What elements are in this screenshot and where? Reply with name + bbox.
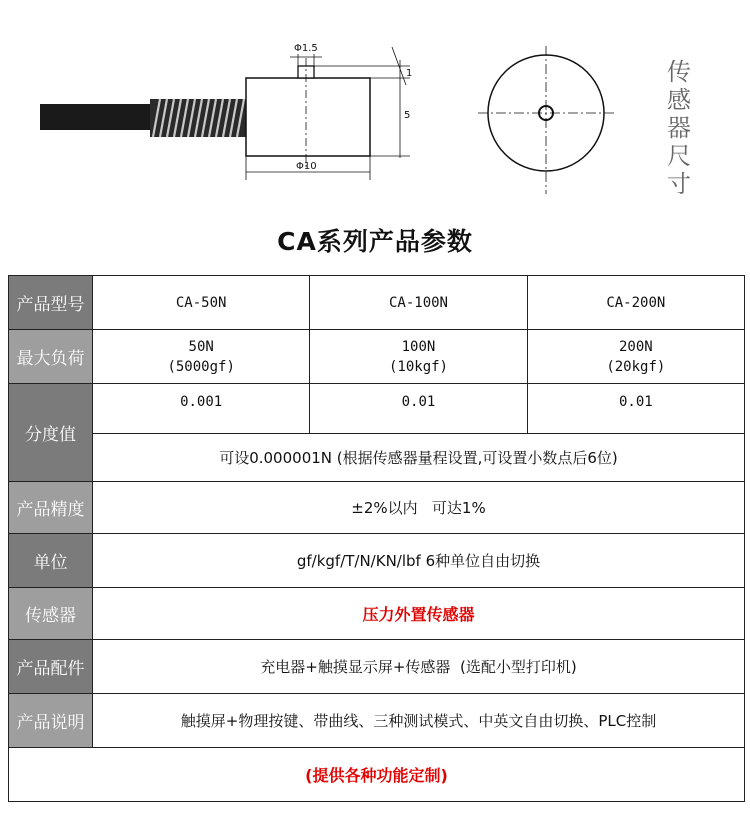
table-row [9, 384, 745, 434]
dim-height-label: 5 [404, 110, 411, 121]
model-cell: CA-50N [93, 276, 310, 330]
table-row [9, 330, 745, 384]
row-label-maxload: 最大负荷 [9, 330, 93, 384]
table-row [9, 482, 745, 534]
table-row [9, 694, 745, 748]
thread [150, 99, 246, 137]
description-cell: 触摸屏+物理按键、带曲线、三种测试模式、中英文自由切换、PLC控制 [93, 694, 745, 748]
maxload-g: (20kgf) [606, 358, 666, 375]
resolution-cell: 0.01 [310, 384, 527, 434]
table-row [9, 748, 745, 802]
maxload-cell [93, 330, 310, 384]
row-label-model: 产品型号 [9, 276, 93, 330]
maxload-cell [310, 330, 527, 384]
table-row [9, 640, 745, 694]
row-label-unit: 单位 [9, 534, 93, 588]
resolution-cell: 0.001 [93, 384, 310, 434]
maxload-cell [527, 330, 744, 384]
row-label-accessories: 产品配件 [9, 640, 93, 694]
row-label-accuracy: 产品精度 [9, 482, 93, 534]
unit-cell: gf/kgf/T/N/KN/lbf 6种单位自由切换 [93, 534, 745, 588]
maxload-n: 100N [401, 338, 436, 355]
spec-table [8, 275, 745, 802]
sensor-cell: 压力外置传感器 [93, 588, 745, 640]
side-label-char: 器 [667, 114, 691, 142]
row-label-resolution: 分度值 [9, 384, 93, 482]
table-row [9, 434, 745, 482]
table-row [9, 534, 745, 588]
dim-diameter-label: Φ10 [296, 161, 317, 172]
maxload-n: 50N [188, 338, 214, 355]
customization-note: (提供各种功能定制) [9, 748, 745, 802]
side-label-char: 寸 [667, 170, 691, 198]
dim-hole-label: Φ1.5 [294, 43, 318, 54]
side-label-char: 传 [667, 58, 691, 86]
top-view [478, 46, 614, 194]
model-cell: CA-100N [310, 276, 527, 330]
table-row [9, 276, 745, 330]
model-cell: CA-200N [527, 276, 744, 330]
page-title: CA系列产品参数 [277, 227, 473, 256]
row-label-description: 产品说明 [9, 694, 93, 748]
table-row [9, 588, 745, 640]
side-label-char: 感 [667, 86, 691, 114]
accessories-cell: 充电器+触摸显示屏+传感器 (选配小型打印机) [93, 640, 745, 694]
cable [40, 104, 152, 130]
maxload-g: (5000gf) [167, 358, 235, 375]
sensor-body [246, 78, 370, 156]
row-label-sensor: 传感器 [9, 588, 93, 640]
resolution-cell: 0.01 [527, 384, 744, 434]
accuracy-cell: ±2%以内 可达1% [93, 482, 745, 534]
maxload-g: (10kgf) [388, 358, 448, 375]
resolution-note: 可设0.000001N (根据传感器量程设置,可设置小数点后6位) [93, 434, 745, 482]
sensor-dimension-drawing [0, 0, 750, 220]
dim-top-label: 1 [406, 68, 413, 79]
sensor-size-label [664, 58, 694, 198]
side-label-char: 尺 [667, 142, 691, 170]
maxload-n: 200N [618, 338, 653, 355]
